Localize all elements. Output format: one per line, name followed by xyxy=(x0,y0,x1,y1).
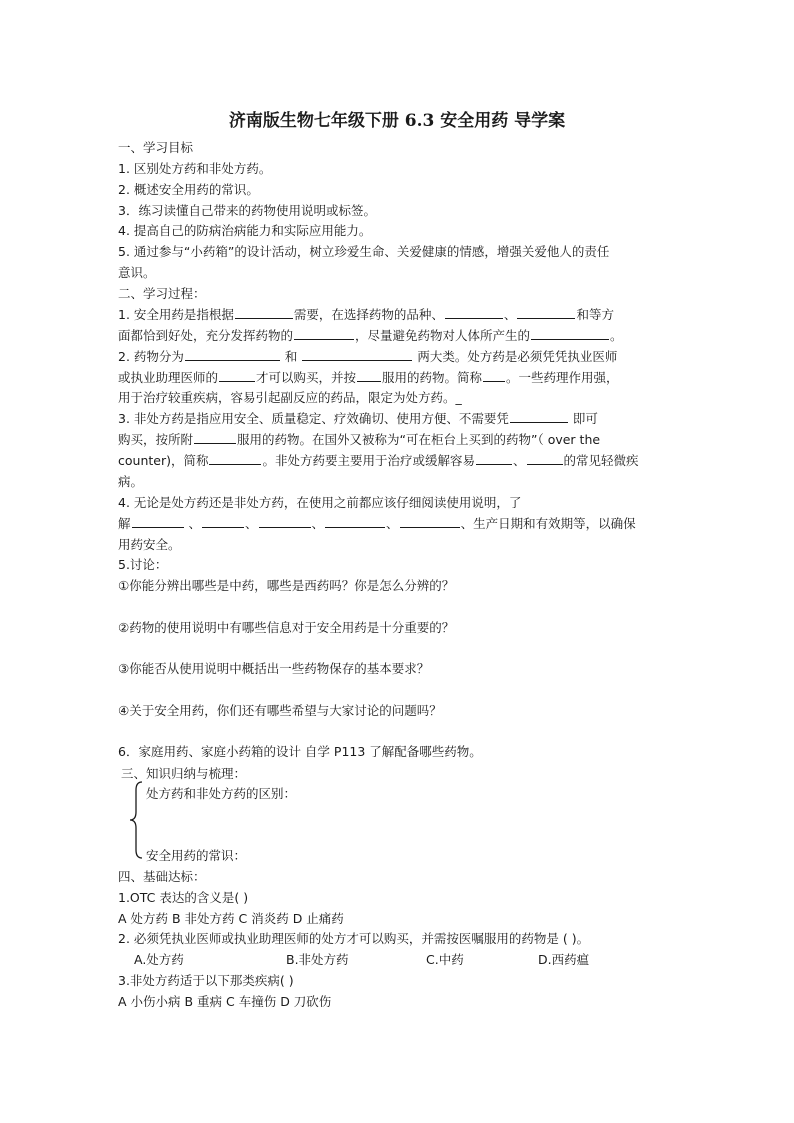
text: 两大类。处方药是必须凭凭执业医师 xyxy=(417,349,618,364)
goal-item: 1. 区别处方药和非处方药。 xyxy=(118,161,272,176)
discussion-question: ④关于安全用药，你们还有哪些希望与大家讨论的问题吗？ xyxy=(118,703,442,718)
blank-field[interactable] xyxy=(517,306,575,319)
discussion-heading: 5.讨论： xyxy=(118,557,168,572)
text: 、生产日期和有效期等，以确保 xyxy=(460,516,636,531)
text: 才可以购买，并按 xyxy=(256,370,357,385)
quiz-question-2: 2. 必须凭执业医师或执业助理医师的处方才可以购买，并需按医嘱服用的药物是 ( )。 xyxy=(118,931,590,946)
paragraph-3-line-1 xyxy=(118,409,680,430)
text: 即可 xyxy=(572,411,598,426)
text: 。一些药理作用强， xyxy=(506,370,619,385)
paragraph-4-line-1: 4. 无论是处方药还是非处方药，在使用之前都应该仔细阅读使用说明，了 xyxy=(118,495,522,510)
paragraph-6: 6．家庭用药、家庭小药箱的设计 自学 P113 了解配备哪些药物。 xyxy=(118,744,482,759)
text: 、 xyxy=(311,516,325,531)
blank-field[interactable] xyxy=(259,515,311,528)
text: 。 xyxy=(610,328,623,343)
blank-field[interactable] xyxy=(302,348,412,361)
goal-item: 4. 提高自己的防病治病能力和实际应用能力。 xyxy=(118,223,372,238)
text: counter)，简称 xyxy=(118,453,209,468)
text: 的常见轻微疾 xyxy=(563,453,639,468)
text: 3. 非处方药是指应用安全、质量稳定、疗效确切、使用方便、不需要凭 xyxy=(118,411,509,426)
blank-field[interactable] xyxy=(357,369,381,382)
section-2-heading: 二、学习过程： xyxy=(118,286,206,301)
blank-field[interactable] xyxy=(185,348,280,361)
blank-field[interactable] xyxy=(531,327,609,340)
blank-field[interactable] xyxy=(483,369,505,382)
brace-icon xyxy=(128,780,146,860)
quiz-question-1: 1.OTC 表达的含义是( ) xyxy=(118,890,249,905)
blank-field[interactable] xyxy=(235,306,293,319)
text: 1. 安全用药是指根据 xyxy=(118,307,234,322)
paragraph-1-line-2 xyxy=(118,326,680,347)
discussion-question: ①你能分辨出哪些是中药，哪些是西药吗？你是怎么分辨的？ xyxy=(118,578,455,593)
section-4-heading: 四、基础达标： xyxy=(118,869,206,884)
blank-field[interactable] xyxy=(527,452,563,465)
blank-field[interactable] xyxy=(400,515,460,528)
quiz-options-1: A 处方药 B 非处方药 C 消炎药 D 止痛药 xyxy=(118,911,344,926)
paragraph-4-line-3: 用药安全。 xyxy=(118,537,181,552)
page-title: 济南版生物七年级下册 6.3 安全用药 导学案 xyxy=(228,111,566,131)
text: 。非处方药要主要用于治疗或缓解容易 xyxy=(262,453,475,468)
text: 或执业助理医师的 xyxy=(118,370,219,385)
text: 解 xyxy=(118,516,131,531)
quiz-options-3: A 小伤小病 B 重病 C 车撞伤 D 刀砍伤 xyxy=(118,994,332,1009)
goal-item: 意识。 xyxy=(118,265,156,280)
section-3-heading: 三、知识归纳与梳理： xyxy=(121,766,247,781)
text: 需要，在选择药物的品种、 xyxy=(293,307,444,322)
quiz-question-3: 3.非处方药适于以下那类疾病( ) xyxy=(118,973,294,988)
text: 和等方 xyxy=(576,307,614,322)
text: 、 xyxy=(386,516,399,531)
text: 面都恰到好处，充分发挥药物的 xyxy=(118,328,294,343)
quiz-option: B.非处方药 xyxy=(286,952,349,967)
paragraph-2-line-3: 用于治疗较重疾病，容易引起副反应的药品，限定为处方药。_ xyxy=(118,390,462,405)
text: 服用的药物。简称 xyxy=(382,370,483,385)
blank-field[interactable] xyxy=(294,327,354,340)
quiz-options-2 xyxy=(118,950,680,971)
blank-field[interactable] xyxy=(476,452,512,465)
paragraph-3-line-3 xyxy=(118,451,680,472)
quiz-option: C.中药 xyxy=(426,952,464,967)
discussion-question: ②药物的使用说明中有哪些信息对于安全用药是十分重要的？ xyxy=(118,620,455,635)
paragraph-2-line-1 xyxy=(118,347,680,368)
blank-field[interactable] xyxy=(194,431,236,444)
paragraph-2-line-2 xyxy=(118,368,680,389)
paragraph-1-line-1 xyxy=(118,305,680,326)
paragraph-3-line-4: 病。 xyxy=(118,474,144,489)
text: 2. 药物分为 xyxy=(118,349,184,364)
blank-field[interactable] xyxy=(132,515,184,528)
text: 、 xyxy=(188,516,202,531)
text: 和 xyxy=(284,349,298,364)
text: 服用的药物。在国外又被称为“可在柜台上买到的药物”（ over the xyxy=(237,432,601,447)
goal-item: 2. 概述安全用药的常识。 xyxy=(118,182,259,197)
summary-item: 处方药和非处方药的区别： xyxy=(146,786,297,801)
text: 、 xyxy=(513,453,526,468)
paragraph-4-line-2 xyxy=(118,514,680,535)
goal-item: 5. 通过参与“小药箱”的设计活动，树立珍爱生命、关爱健康的情感，增强关爱他人的责任 xyxy=(118,244,610,259)
blank-field[interactable] xyxy=(445,306,503,319)
text: 购买，按所附 xyxy=(118,432,194,447)
text: 、 xyxy=(245,516,258,531)
section-1-heading: 一、学习目标 xyxy=(118,140,194,155)
text: 、 xyxy=(503,307,517,322)
blank-field[interactable] xyxy=(325,515,385,528)
goal-item: 3．练习读懂自己带来的药物使用说明或标签。 xyxy=(118,203,376,218)
blank-field[interactable] xyxy=(510,410,568,423)
discussion-question: ③你能否从使用说明中概括出一些药物保存的基本要求？ xyxy=(118,661,430,676)
blank-field[interactable] xyxy=(209,452,261,465)
quiz-option: A.处方药 xyxy=(134,952,184,967)
summary-item: 安全用药的常识： xyxy=(146,848,247,863)
blank-field[interactable] xyxy=(219,369,255,382)
text: ，尽量避免药物对人体所产生的 xyxy=(355,328,531,343)
blank-field[interactable] xyxy=(202,515,244,528)
quiz-option: D.西药瘟 xyxy=(538,952,590,967)
paragraph-3-line-2 xyxy=(118,430,680,451)
